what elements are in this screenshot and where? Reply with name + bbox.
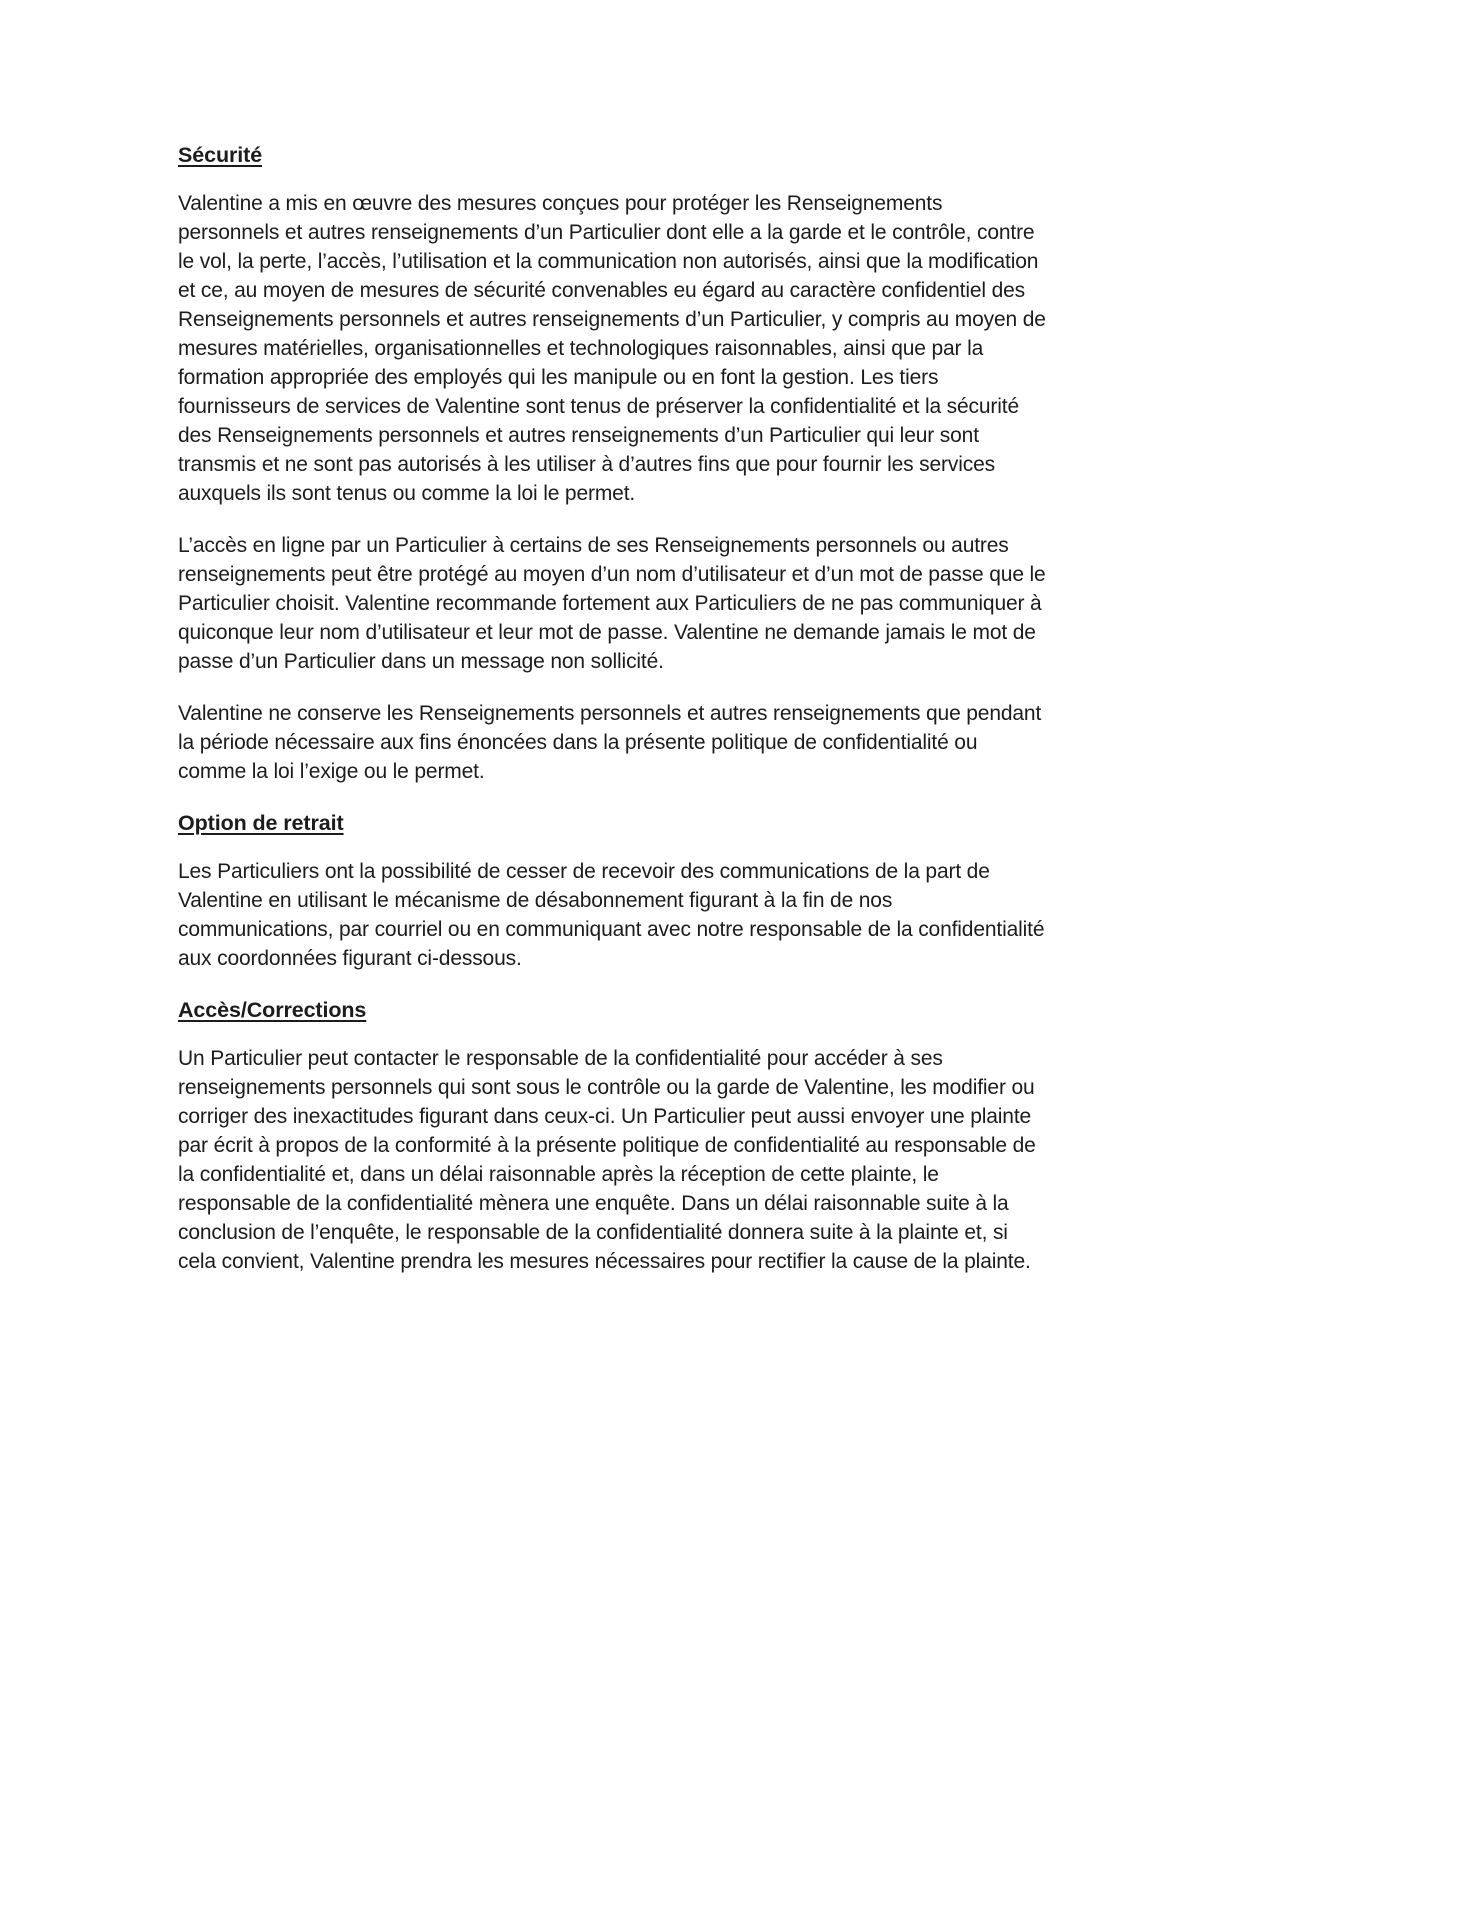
paragraph: Un Particulier peut contacter le responsable de la confidentialité pour accéder à ses renseignements personnels qui sont sous le contrôle ou la garde de Valentine, les modifier ou corriger des inexactitudes figurant dans ceux-ci. Un Particulier peut aussi envoyer une plainte par écrit à propos de la conformité à la présente politique de confidentialité au responsable de la confidentialité et, dans un délai raisonnable après la réception de cette plainte, le responsable de la confidentialité mènera une enquête. Dans un délai raisonnable suite à la conclusion de l’enquête, le responsable de la confidentialité donnera suite à la plainte et, si cela convient, Valentine prendra les mesures nécessaires pour rectifier la cause de la plainte. [178, 1047, 1036, 1273]
section-access-corrections [178, 996, 1046, 1276]
section-heading-access-corrections: Accès/Corrections [178, 998, 367, 1022]
section-heading-security: Sécurité [178, 143, 263, 167]
section-security [178, 141, 1046, 786]
paragraph: Les Particuliers ont la possibilité de cesser de recevoir des communications de la part de Valentine en utilisant le mécanisme de désabonnement figurant à la fin de nos communications, par courriel ou en communiquant avec notre responsable de la confidentialité aux coordonnées figurant ci-dessous. [178, 860, 1045, 970]
section-opt-out [178, 809, 1046, 973]
paragraph: Valentine ne conserve les Renseignements personnels et autres renseignements que pendant la période nécessaire aux fins énoncées dans la présente politique de confidentialité ou comme la loi l’exige ou le permet. [178, 702, 1042, 783]
paragraph: Valentine a mis en œuvre des mesures conçues pour protéger les Renseignements personnels et autres renseignements d’un Particulier dont elle a la garde et le contrôle, contre le vol, la perte, l’accès, l’utilisation et la communication non autorisés, ainsi que la modification et ce, au moyen de mesures de sécurité convenables eu égard au caractère confidentiel des Renseignements personnels et autres renseignements d’un Particulier, y compris au moyen de mesures matérielles, organisationnelles et technologiques raisonnables, ainsi que par la formation appropriée des employés qui les manipule ou en font la gestion. Les tiers fournisseurs de services de Valentine sont tenus de préserver la confidentialité et la sécurité des Renseignements personnels et autres renseignements d’un Particulier qui leur sont transmis et ne sont pas autorisés à les utiliser à d’autres fins que pour fournir les services auxquels ils sont tenus ou comme la loi le permet. [178, 192, 1046, 505]
document-content [178, 141, 1046, 1276]
paragraph: L’accès en ligne par un Particulier à certains de ses Renseignements personnels ou autres renseignements peut être protégé au moyen d’un nom d’utilisateur et d’un mot de passe que le Particulier choisit. Valentine recommande fortement aux Particuliers de ne pas communiquer à quiconque leur nom d’utilisateur et leur mot de passe. Valentine ne demande jamais le mot de passe d’un Particulier dans un message non sollicité. [178, 534, 1046, 673]
section-heading-opt-out: Option de retrait [178, 811, 344, 835]
